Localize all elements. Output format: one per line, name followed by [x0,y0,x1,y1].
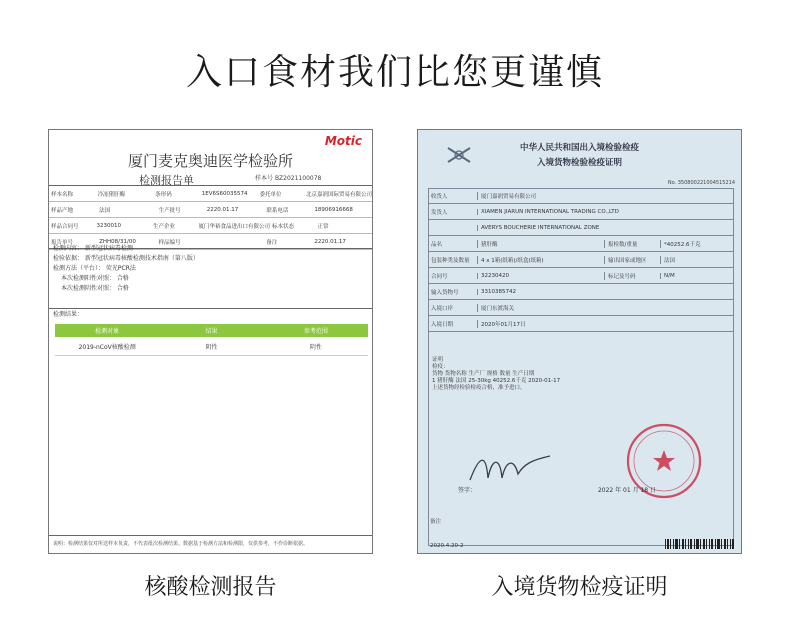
lab-name: 厦门麦克奥迪医学检验所 [127,152,293,170]
report-number: 样本号 BZ2021100078 [255,175,322,182]
remarks-label: 备注 [430,519,442,525]
signature-line: 签字： 2022 年 01 月 18 日 [458,487,657,494]
cert-row: 发货人 XIAMEN JIARUN INTERNATIONAL TRADING CO.,LTD [428,204,734,220]
divider [49,308,372,309]
info-row: 报告单号 ZHH08/31/00 样品编号 备注 2220.01.17 [49,234,372,250]
info-row: 样品合同号 3230010 生产企业 厦门华裕食品进出口有限公司 标本状态 正常 [49,218,372,234]
signature-icon [466,450,556,486]
info-row: 样本名称 冷冻猪肝酶 条形码 1EV6S60035574 委托单位 北京嘉润国际贸易有限公司 [49,186,372,202]
result-table-row: 2019-nCoV核酸检测 阴性 阴性 [55,337,368,356]
cert-row: 包装种类及数量 4 x 1箱(纸箱)/纸盒(纸箱) 输出国家或地区 法国 [428,252,734,268]
caption-inspection-certificate: 入境货物检疫证明 [491,575,668,600]
certificate-title: 入境货物检验检疫证明 [536,158,622,168]
cert-row: 收货人 厦门嘉润贸易有限公司 [428,188,734,204]
certificate-authority: 中华人民共和国出入境检验检疫 [519,143,639,153]
cert-row: 合同号 32230420 标记及号码 N/M [428,268,734,284]
page-headline: 入口食材我们比您更谨慎 [185,52,604,93]
motic-logo: Motic [324,134,362,148]
method-section: 检测内容： 新型冠状病毒检测 检验依据： 新型冠状病毒核酸检测技术指南（第八版） 检测方法（平台）： 荧光PCR法 本次检测阳性对照： 合格 本次检测阴性对照： 合格 [53,245,199,292]
divider [49,535,372,536]
info-row: 样品产地 法国 生产批号 2220.01.17 联系电话 18906916668 [49,202,372,218]
result-table-header: 检测对象 结果 参考范围 [55,324,368,337]
barcode-icon [665,539,735,549]
form-code: 2020.4.20-2 [430,543,464,549]
report-footnote: 说明：检测结果仅对所送样本负责，不代表批次检测结果。数据基于检测方法和检测限，仅供参考，不作诊断依据。 [53,541,309,547]
certificate-table [428,188,734,332]
report-title: 检测报告单 [139,174,194,187]
caption-nucleic-acid-report: 核酸检测报告 [144,575,277,600]
entry-inspection-certificate-image [417,129,742,554]
certificate-number: No. 350800221004515214 [667,180,735,186]
certificate-declaration: 证明 检疫： 货物 货物名称 生产厂 规格 数量 生产日期 1 猪肝酶 法国 25-30kg 40252.6千克 2020-01-17 上述货物经检验检疫合格，准予进口。 [432,357,561,391]
nucleic-acid-report-image [48,129,373,554]
cert-row: 入境口岸 厦门东渡海关 [428,300,734,316]
cert-row: AVERYS BOUCHERIE INTERNATIONAL ZONE [428,220,734,236]
report-info-grid [49,186,372,250]
cert-row: 入境日期 2020年01月17日 [428,316,734,332]
result-label: 检测结果： [53,311,84,318]
cert-row: 输入货物号 3310385742 [428,284,734,300]
cert-row: 品名 猪肝酶 报检数/重量 *40252.6千克 [428,236,734,252]
